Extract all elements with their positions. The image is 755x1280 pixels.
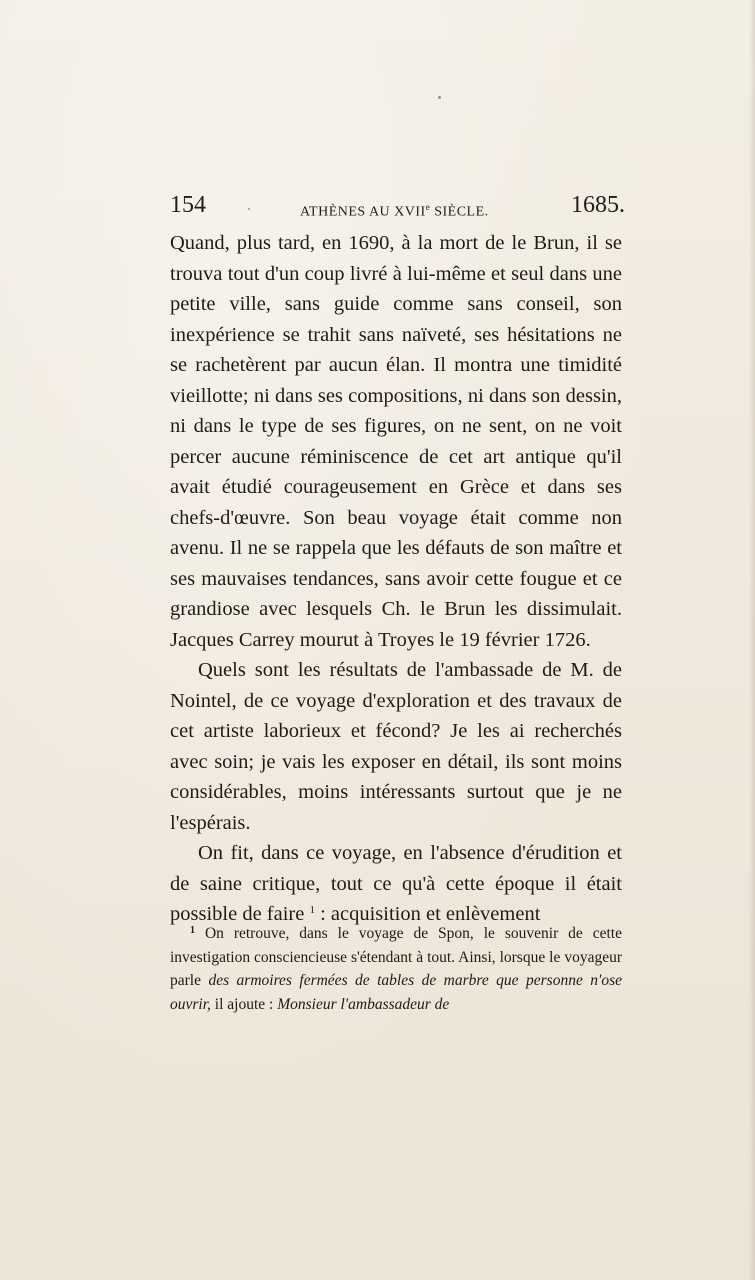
paragraph-3 — [170, 838, 622, 930]
paper-speck — [248, 208, 250, 210]
paper-speck — [438, 96, 441, 99]
running-title-main: ATHÈNES AU XVII — [300, 204, 426, 220]
footnote-reference: 1 — [309, 904, 315, 916]
footnote-text-1: On retrouve, dans le voyage de Spon, le souvenir de cette investigation consciencieuse s'étendant à tout. Ainsi, lorsque le voyageur parle — [170, 925, 622, 989]
header-year: 1685. — [571, 192, 625, 218]
footnote-italic-1: des armoires fermées de tables de marbre que personne n'ose ouvrir, — [170, 972, 622, 1013]
running-title-end: SIÈCLE. — [430, 204, 489, 220]
footnote-paragraph — [170, 922, 622, 1016]
running-title-superscript: e — [425, 202, 431, 212]
paragraph-3-text-start: On fit, dans ce voyage, en l'absence d'érudition et de saine critique, tout ce qu'à cette époque il était possible de faire — [170, 842, 622, 925]
footnote — [170, 922, 622, 1016]
running-title — [300, 202, 489, 221]
page-number: 154 — [170, 192, 206, 218]
running-header — [170, 192, 625, 228]
page-edge-shadow — [749, 0, 755, 1280]
main-text — [170, 228, 622, 930]
footnote-mark: 1 — [190, 925, 195, 936]
paragraph-2: Quels sont les résultats de l'ambassade de M. de Nointel, de ce voyage d'exploration et des travaux de cet artiste laborieux et fécond? Je les ai recherchés avec soin; je vais les exposer en détail, ils sont moins considérables, moins intéressants surtout que je ne l'espérais. — [170, 659, 622, 834]
paragraph-1: Quand, plus tard, en 1690, à la mort de le Brun, il se trouva tout d'un coup livré à lui-même et seul dans une petite ville, sans guide comme sans conseil, son inexpérience se trahit sans naïveté, ses hésitations ne se rachetèrent par aucun élan. Il montra une timidité vieillotte; ni dans ses compositions, ni dans son dessin, ni dans le type de ses figures, on ne sent, on ne voit percer aucune réminiscence de cet art antique qu'il avait étudié courageusement en Grèce et dans ses chefs-d'œuvre. Son beau voyage était comme non avenu. Il ne se rappela que les défauts de son maître et ses mauvaises tendances, sans avoir cette fougue et ce grandiose avec lesquels Ch. le Brun les dissimulait. Jacques Carrey mourut à Troyes le 19 février 1726. — [170, 232, 622, 651]
footnote-text-2: il ajoute : — [210, 995, 278, 1013]
footnote-italic-2: Monsieur l'ambassadeur de — [277, 995, 450, 1013]
paragraph-3-text-end: : acquisition et enlèvement — [314, 903, 541, 925]
